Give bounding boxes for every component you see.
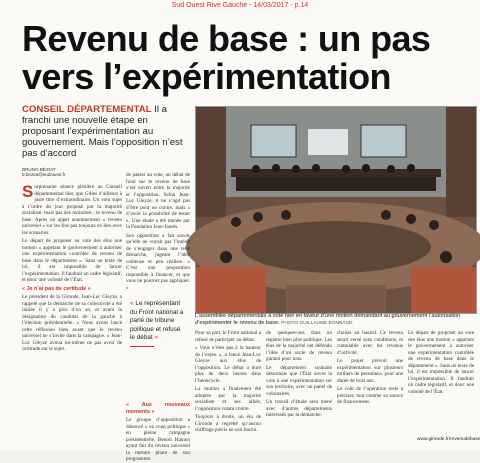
paragraph: La motion a finalement été adoptée par la majorité socialiste et ses alliés, l’opposition votant contre. bbox=[195, 386, 261, 412]
article-column-3 bbox=[195, 330, 261, 448]
article-url[interactable]: www.gironde.fr/revenudebase bbox=[417, 437, 480, 442]
paragraph: Pour sa part, le Front national a refusé de participer au débat. bbox=[195, 330, 261, 343]
pull-quote-text: Le représentant du Front national a parlé de tribune politique et refusé le débat bbox=[130, 300, 184, 342]
paragraph: « Vous n’êtes pas à la hauteur de l’enjeu », a lancé Jean-Luc Gleyze aux élus de l’opposition. Le débat a duré plus de deux heures dans l’hémicycle. bbox=[195, 345, 261, 384]
article-column-6 bbox=[408, 330, 474, 434]
article-column-5 bbox=[337, 330, 403, 448]
article-column-2-top bbox=[126, 172, 190, 296]
photo-caption bbox=[195, 313, 477, 327]
pull-quote-rule bbox=[130, 346, 154, 347]
article-column-1 bbox=[22, 184, 122, 355]
paragraph: Toujours à droite, un élu de Gironde a regretté qu’aucun chiffrage précis ne soit fourni. bbox=[195, 414, 261, 433]
pull-quote-close: » bbox=[154, 334, 159, 342]
paragraph: Son opposition a fait savoir qu’elle ne voyait pas l’intérêt de s’engager dans une telle démarche, jugeant l’idée coûteuse et peu réaliste. « C’est une proposition impossible à financer, et que vous ne pourrez pas appliquer. » bbox=[126, 232, 190, 291]
caption-text: L’assemblée départementale a voté hier en faveur d’une motion demandant au gouvernement l’autorisation d’expérimenter le revenu de base. bbox=[195, 313, 461, 326]
lead-paragraph bbox=[22, 104, 190, 159]
subheading: « Aux nouveaux moments » bbox=[126, 402, 190, 415]
subheading: « Je n’ai pas de certitude » bbox=[22, 285, 91, 292]
paragraph: choisis au hasard. Ce revenu serait versé sans conditions, et cumulable avec les revenus d’activité. bbox=[337, 330, 403, 356]
byline-email: b.beziat@sudouest.fr bbox=[22, 172, 66, 178]
paragraph: Le groupe d’opposition a dénoncé « un coup politique » en pleine campagne présidentielle, Benoît Hamon ayant fait du revenu universel la mesure phare de son programme. bbox=[126, 417, 190, 462]
pull-quote-open: « bbox=[130, 300, 134, 307]
page-header: Sud Ouest Rive Gauche - 14/03/2017 - p.14 bbox=[171, 2, 309, 9]
council-chamber-photo bbox=[195, 106, 477, 314]
lead-text: Il a franchi une nouvelle étape en proposant l’expérimentation au gouvernement. Mais l’opposition n’est pas d’accord bbox=[22, 104, 183, 159]
article-column-4 bbox=[266, 330, 332, 448]
paragraph: de quelques-uns dans un registre bien plus politique. Les élus de la majorité ont défendu l’idée d’un socle de revenu garanti pour tous. bbox=[266, 330, 332, 362]
paragraph: Le département souhaite désormais que l’État ouvre la voie à une expérimentation sur son territoire, avec un panel de volontaires. bbox=[266, 364, 332, 397]
paragraph: Le projet prévoit une expérimentation sur plusieurs milliers de personnes, pour une durée de trois ans. bbox=[337, 358, 403, 384]
paragraph: Le président de la Gironde, Jean-Luc Gleyze, a rappelé que la démarche de sa collectivité a été initiée il y a plus d’un an, et avant la désignation du candidat de la gauche à l’élection présidentielle. « Nous avons lancé cette réflexion bien avant que le revenu universel ne s’invite dans la campagne. » Jean-Luc Gleyze avoua lui-même ne pas avoir de certitude sur le sujet. bbox=[22, 294, 122, 352]
drop-cap: S bbox=[22, 182, 34, 201]
paragraph: Le départ de proposer au vote des élus une motion « appelant le gouvernement à autoriser une expérimentation contrôlée de revenu de base dans le département ». Sans un texte de loi, il est impossible de lancer l’expérimentation. Il faudrait un cadre législatif, et donc une volonté de l’État. bbox=[22, 238, 122, 283]
chamber-illustration bbox=[196, 107, 476, 313]
article-column-2-bottom bbox=[126, 400, 190, 462]
lead-kicker: CONSEIL DÉPARTEMENTAL bbox=[22, 104, 152, 115]
paragraph: Le coût de l’opération reste à préciser, tout comme sa source de financement. bbox=[337, 386, 403, 405]
byline bbox=[22, 167, 65, 178]
byline-author: BRUNO BÉZIAT bbox=[22, 167, 56, 172]
paragraph: Un travail d’étude sera mené avec d’autres départements intéressés par la démarche. bbox=[266, 399, 332, 418]
paragraph: Surprenante séance plénière au Conseil départemental hier, que Gilles d’ailleurs à juste titre d’extraordinaire. Un vœu sujet à l’ordre du jour proposé par la majorité socialiste, mais pas des moindres : le revenu de base. Après un appel unanimement « revenu universel » sur les fins pas toujours en lien avec les scénarios. bbox=[22, 182, 122, 236]
paragraph: Le départ de proposer au vote des élus une motion « appelant le gouvernement à autoriser une expérimentation contrôlée de revenu de base dans le département ». Sans un texte de loi, il est impossible de lancer l’expérimentation. Il faudrait un cadre législatif, et donc une volonté de l’État. bbox=[408, 330, 474, 395]
photo-credit: PHOTO GUILLAUME BONNAUD bbox=[281, 320, 353, 326]
paragraph: de passer au vote, un débat de fond sur le revenu de base s’est ouvert entre la majorité et l’opposition. Selon Jean-Luc Gleyze, il ne s’agit pas d’être pour ou contre, mais « d’avoir la possibilité de tester ». Une étude a été menée par la Fondation Jean-Jaurès. bbox=[126, 172, 190, 230]
headline: Revenu de base : un pas vers l’expérimentation bbox=[22, 18, 431, 97]
pull-quote bbox=[130, 300, 186, 347]
